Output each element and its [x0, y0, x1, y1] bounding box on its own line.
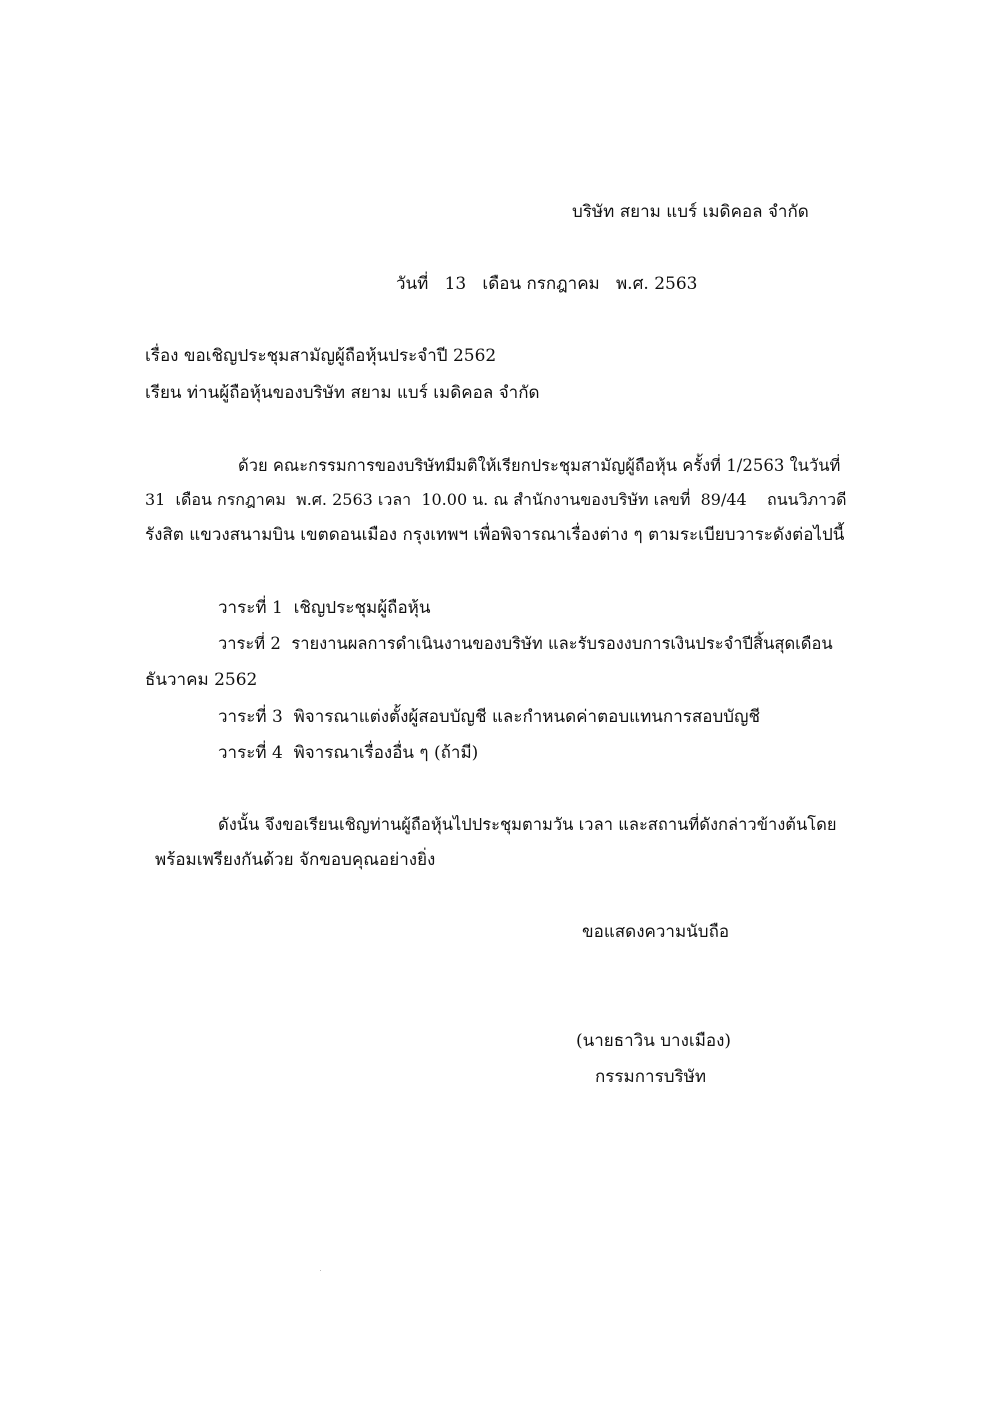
agenda-item-3: วาระที่ 3 พิจารณาแต่งตั้งผู้สอบบัญชี และกำหนดค่าตอบแทนการสอบบัญชี — [218, 707, 761, 727]
recipient-line: เรียน ท่านผู้ถือหุ้นของบริษัท สยาม แบร์ เมดิคอล จำกัด — [145, 383, 540, 403]
subject-line: เรื่อง ขอเชิญประชุมสามัญผู้ถือหุ้นประจำปี 2562 — [145, 346, 497, 366]
agenda-item-1: วาระที่ 1 เชิญประชุมผู้ถือหุ้น — [218, 598, 431, 618]
signatory-name: (นายธาวิน บางเมือง) — [576, 1031, 732, 1051]
agenda-item-2-line-1: วาระที่ 2 รายงานผลการดำเนินงานของบริษัท และรับรองงบการเงินประจำปีสิ้นสุดเดือน — [218, 634, 833, 653]
salutation: ขอแสดงความนับถือ — [582, 922, 730, 942]
signatory-title: กรรมการบริษัท — [595, 1067, 707, 1087]
agenda-item-4: วาระที่ 4 พิจารณาเรื่องอื่น ๆ (ถ้ามี) — [218, 743, 479, 763]
date-line: วันที่ 13 เดือน กรกฎาคม พ.ศ. 2563 — [396, 274, 698, 294]
agenda-item-2-line-2: ธันวาคม 2562 — [145, 670, 258, 690]
scan-speck — [320, 1270, 321, 1271]
closing-line-2: พร้อมเพรียงกันด้วย จักขอบคุณอย่างยิ่ง — [155, 850, 436, 870]
closing-line-1: ดังนั้น จึงขอเรียนเชิญท่านผู้ถือหุ้นไปประชุมตามวัน เวลา และสถานที่ดังกล่าวข้างต้นโดย — [218, 815, 837, 834]
intro-line-3: รังสิต แขวงสนามบิน เขตดอนเมือง กรุงเทพฯ เพื่อพิจารณาเรื่องต่าง ๆ ตามระเบียบวาระดังต่อไปนี้ — [145, 525, 845, 545]
intro-line-1: ด้วย คณะกรรมการของบริษัทมีมติให้เรียกประชุมสามัญผู้ถือหุ้น ครั้งที่ 1/2563 ในวันที่ — [238, 456, 841, 475]
company-header: บริษัท สยาม แบร์ เมดิคอล จำกัด — [572, 202, 809, 222]
intro-line-2: 31 เดือน กรกฎาคม พ.ศ. 2563 เวลา 10.00 น. ณ สำนักงานของบริษัท เลขที่ 89/44 ถนนวิภาวดี — [145, 490, 847, 509]
